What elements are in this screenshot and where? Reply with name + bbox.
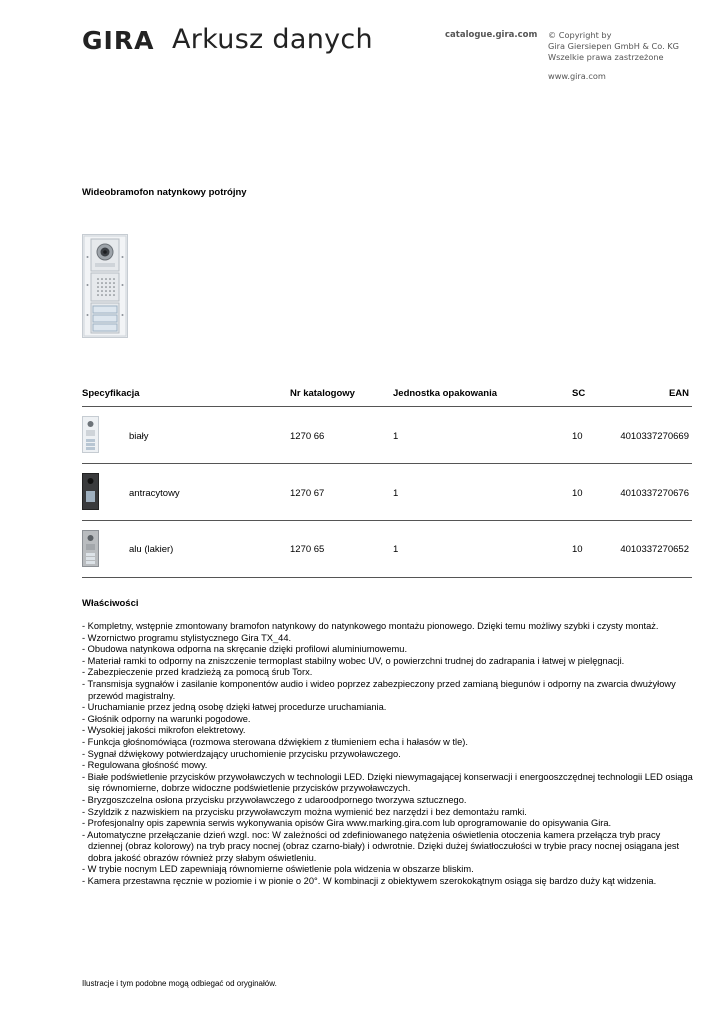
list-item: - Profesjonalny opis zapewnia serwis wykonywania opisów Gira www.marking.gira.com lub oprogramowanie do opisywania Gira. [82,818,612,829]
sc-value: 10 [572,431,583,442]
list-item: - Materiał ramki to odporny na zniszczenie termoplast stabilny wobec UV, o powierzchni trudnej do zadrapania i łatwej w pielęgnacji. [82,655,625,666]
sc-value: 10 [572,488,583,499]
variant-thumbnail [82,416,99,453]
ean-code: 4010337270676 [620,488,689,499]
list-item: - Szyldzik z nazwiskiem na przycisku przywoławczym można wymienić bez narzędzi i bez demontażu ramki. [82,806,527,817]
variant-name: biały [129,431,149,442]
properties-title: Właściwości [82,598,139,609]
list-item: - Głośnik odporny na warunki pogodowe. [82,713,251,724]
copyright-line: Gira Giersiepen GmbH & Co. KG [548,41,679,51]
copyright-line: © Copyright by [548,30,612,40]
table-divider [82,406,692,407]
door-station-thumb [83,417,98,452]
col-header-sc: SC [572,388,586,399]
footer-disclaimer: Ilustracje i tym podobne mogą odbiegać od oryginałów. [82,979,277,988]
packaging-unit: 1 [393,544,399,555]
catalog-number: 1270 65 [290,544,325,555]
list-item: - Kamera przestawna ręcznie w poziomie i w pionie o 20°. W kombinacji z obiektywem szerokokątnym osiąga się bardzo duży kąt widzenia. [82,876,657,887]
col-header-ean: EAN [668,388,689,399]
list-item: - Wysokiej jakości mikrofon elektretowy. [82,725,246,736]
list-item: - W trybie nocnym LED zapewniają równomierne oświetlenie pola widzenia w obszarze bliskim. [82,864,474,875]
ean-code: 4010337270669 [620,431,689,442]
door-station-thumb [83,531,98,566]
col-header-catalog: Nr katalogowy [290,388,355,399]
sc-value: 10 [572,544,583,555]
list-item: - Wzornictwo programu stylistycznego Gira TX_44. [82,632,292,643]
table-divider [82,577,692,578]
product-title: Wideobramofon natynkowy potrójny [82,187,247,198]
list-item: - Sygnał dźwiękowy potwierdzający uruchomienie przycisku przywoławczego. [82,748,401,759]
product-photo [82,234,128,338]
list-item: - Bryzgoszczelna osłona przycisku przywoławczego z udaroodpornego tworzywa sztucznego. [82,794,467,805]
list-item: - Białe podświetlenie przycisków przywoławczych w technologii LED. Dzięki niewymagającej konserwacji i energooszczędnej technologii LED osiąga się równomierne, dobrze widoczne podświetlenie przycisków przywoławczych. [82,771,693,794]
catalog-number: 1270 66 [290,431,325,442]
variant-name: alu (lakier) [129,544,174,555]
variant-name: antracytowy [129,488,180,499]
website-link[interactable]: www.gira.com [548,71,606,81]
catalog-number: 1270 67 [290,488,325,499]
packaging-unit: 1 [393,488,399,499]
col-header-spec: Specyfikacja [82,388,140,399]
list-item: - Transmisja sygnałów i zasilanie komponentów audio i wideo poprzez zabezpieczony przed zamianą biegunów i odporny na zwarcia dwużyłowy przewód magistralny. [82,678,676,701]
door-station-thumb [83,474,98,509]
document-title: Arkusz danych [172,24,373,55]
list-item: - Regulowana głośność mowy. [82,760,208,771]
gira-logo: GIRA [82,26,155,55]
list-item: - Automatyczne przełączanie dzień wzgl. noc: W zależności od zdefiniowanego natężenia oświetlenia otoczenia kamera przełącza tryb pracy dziennej (obraz kolorowy) na tryb pracy nocnej (obraz czarno-biały) i odwrotnie. Dzięki dużej światłoczułości w trybie pracy nocnej osiągana jest dobra jakość obrazów również przy słabym oświetleniu. [82,829,680,863]
variant-thumbnail [82,473,99,510]
list-item: - Kompletny, wstępnie zmontowany bramofon natynkowy do natynkowego montażu pionowego. Dzięki temu możliwy szybki i czysty montaż. [82,621,659,631]
col-header-unit: Jednostka opakowania [393,388,498,399]
features-list [82,621,697,888]
variant-thumbnail [82,530,99,567]
door-station-illustration [83,235,127,337]
ean-code: 4010337270652 [620,544,689,555]
list-item: - Uruchamianie przez jedną osobę dzięki łatwej procedurze uruchamiania. [82,702,387,713]
catalogue-link[interactable]: catalogue.gira.com [445,30,538,40]
table-divider [82,520,692,521]
copyright-notice [548,30,679,63]
list-item: - Funkcja głośnomówiąca (rozmowa sterowana dźwiękiem z tłumieniem echa i hałasów w tle). [82,736,468,747]
copyright-line: Wszelkie prawa zastrzeżone [548,52,664,62]
list-item: - Obudowa natynkowa odporna na skręcanie dzięki profilowi aluminiumowemu. [82,644,408,655]
table-divider [82,463,692,464]
packaging-unit: 1 [393,431,399,442]
list-item: - Zabezpieczenie przed kradzieżą za pomocą śrub Torx. [82,667,313,678]
